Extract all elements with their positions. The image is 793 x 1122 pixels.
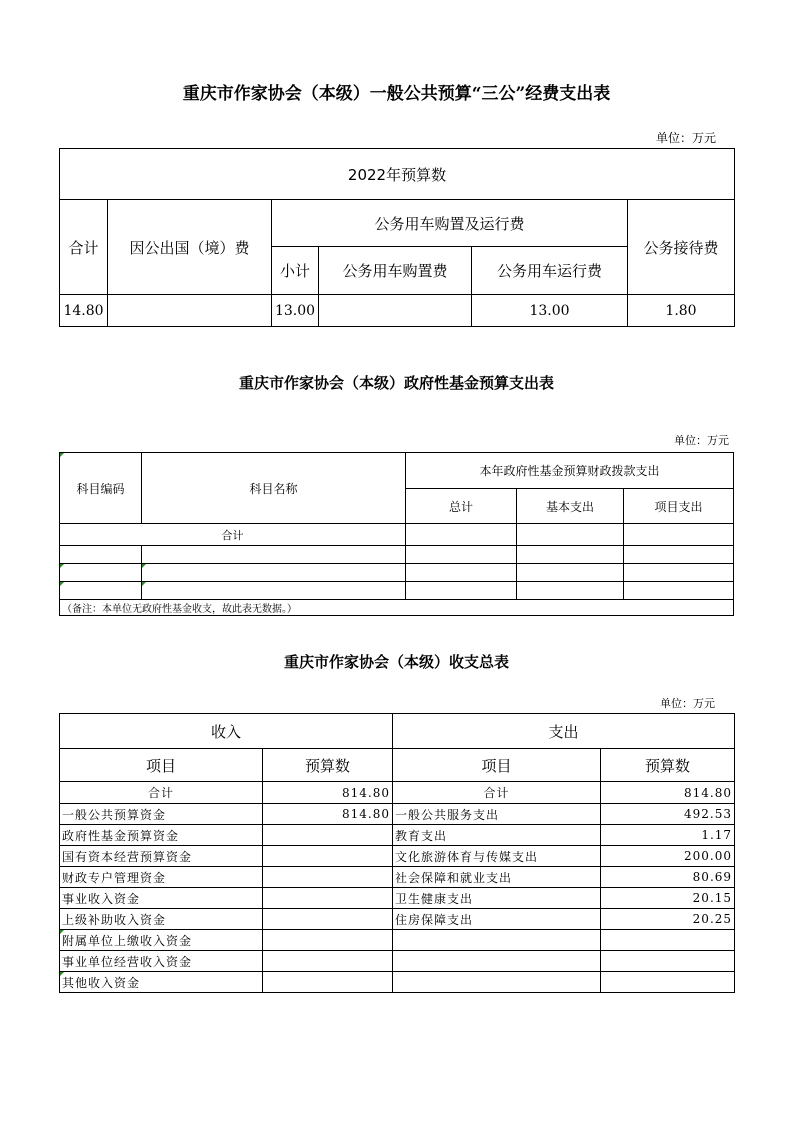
expense-value	[601, 930, 735, 951]
table-row	[142, 564, 406, 582]
income-item: 附属单位上缴收入资金	[60, 930, 263, 951]
government-fund-table	[59, 452, 734, 616]
fund-note: （备注：本单位无政府性基金收支，故此表无数据。）	[60, 600, 734, 616]
col-fund-project-header: 项目支出	[624, 489, 734, 524]
income-value	[263, 867, 393, 888]
three-public-expense-table	[59, 148, 735, 327]
table-row	[60, 825, 735, 846]
col-fund-group-header: 本年政府性基金预算财政拨款支出	[406, 453, 734, 489]
table-row	[142, 546, 406, 564]
income-item: 事业单位经营收入资金	[60, 951, 263, 972]
expense-item: 文化旅游体育与传媒支出	[393, 846, 601, 867]
budget-year-header: 2022年预算数	[60, 149, 735, 200]
expense-value: 492.53	[601, 804, 735, 825]
fund-total-label: 合计	[60, 524, 406, 546]
fund-project-value	[624, 524, 734, 546]
income-item: 其他收入资金	[60, 972, 263, 993]
table3-unit: 单位：万元	[660, 697, 715, 710]
expense-item: 卫生健康支出	[393, 888, 601, 909]
expense-budget-header: 预算数	[601, 749, 735, 782]
expense-value: 20.15	[601, 888, 735, 909]
income-value	[263, 972, 393, 993]
income-expense-summary-table	[59, 713, 735, 993]
table-row	[517, 582, 624, 600]
income-value	[263, 846, 393, 867]
table-row	[60, 930, 735, 951]
col-fund-total-header: 总计	[406, 489, 517, 524]
income-value	[263, 825, 393, 846]
fund-basic-value	[517, 524, 624, 546]
expense-item: 社会保障和就业支出	[393, 867, 601, 888]
col-total-header: 合计	[60, 200, 108, 295]
income-item-header: 项目	[60, 749, 263, 782]
table-row	[60, 846, 735, 867]
value-reception: 1.80	[628, 295, 735, 327]
col-vehicle-run-header: 公务用车运行费	[472, 247, 628, 295]
table-row	[60, 951, 735, 972]
expense-value	[601, 951, 735, 972]
col-vehicle-purchase-header: 公务用车购置费	[319, 247, 472, 295]
table-row	[60, 888, 735, 909]
table-row	[406, 546, 517, 564]
col-vehicle-group-header: 公务用车购置及运行费	[272, 200, 628, 247]
table1-unit: 单位：万元	[656, 131, 717, 145]
income-item: 国有资本经营预算资金	[60, 846, 263, 867]
table2-title: 重庆市作家协会（本级）政府性基金预算支出表	[238, 374, 554, 392]
income-value	[263, 888, 393, 909]
income-value: 814.80	[263, 804, 393, 825]
col-code-header: 科目编码	[60, 453, 142, 524]
income-header: 收入	[60, 714, 393, 749]
table-row	[624, 546, 734, 564]
expense-item-header: 项目	[393, 749, 601, 782]
col-name-header: 科目名称	[142, 453, 406, 524]
income-budget-header: 预算数	[263, 749, 393, 782]
col-abroad-header: 因公出国（境）费	[108, 200, 272, 295]
value-total: 14.80	[60, 295, 108, 327]
table-row	[60, 972, 735, 993]
income-value	[263, 930, 393, 951]
table-row	[60, 804, 735, 825]
value-vehicle-purchase	[319, 295, 472, 327]
income-item: 上级补助收入资金	[60, 909, 263, 930]
value-abroad	[108, 295, 272, 327]
table-row	[60, 582, 142, 600]
table-row	[406, 564, 517, 582]
col-reception-header: 公务接待费	[628, 200, 735, 295]
table-row	[624, 564, 734, 582]
table-row	[406, 582, 517, 600]
income-value	[263, 909, 393, 930]
table1-title: 重庆市作家协会（本级）一般公共预算“三公”经费支出表	[182, 84, 611, 104]
income-item: 一般公共预算资金	[60, 804, 263, 825]
table2-unit: 单位：万元	[674, 434, 729, 447]
value-vehicle-run: 13.00	[472, 295, 628, 327]
income-total-value: 814.80	[263, 782, 393, 804]
table-row	[624, 582, 734, 600]
expense-item: 住房保障支出	[393, 909, 601, 930]
expense-value: 1.17	[601, 825, 735, 846]
table-row	[517, 546, 624, 564]
expense-item	[393, 930, 601, 951]
income-value	[263, 951, 393, 972]
expense-total-label: 合计	[393, 782, 601, 804]
expense-value: 200.00	[601, 846, 735, 867]
table3-title: 重庆市作家协会（本级）收支总表	[283, 653, 509, 671]
col-subtotal-header: 小计	[272, 247, 319, 295]
expense-value: 80.69	[601, 867, 735, 888]
fund-total-value	[406, 524, 517, 546]
expense-item	[393, 951, 601, 972]
income-item: 政府性基金预算资金	[60, 825, 263, 846]
table-row	[60, 867, 735, 888]
expense-value: 20.25	[601, 909, 735, 930]
table-row	[517, 564, 624, 582]
income-total-label: 合计	[60, 782, 263, 804]
expense-value	[601, 972, 735, 993]
expense-header: 支出	[393, 714, 735, 749]
expense-item: 一般公共服务支出	[393, 804, 601, 825]
value-subtotal: 13.00	[272, 295, 319, 327]
expense-item	[393, 972, 601, 993]
table-row	[60, 546, 142, 564]
table-row	[60, 564, 142, 582]
table-row	[60, 909, 735, 930]
income-item: 财政专户管理资金	[60, 867, 263, 888]
expense-item: 教育支出	[393, 825, 601, 846]
expense-total-value: 814.80	[601, 782, 735, 804]
table-row	[142, 582, 406, 600]
income-item: 事业收入资金	[60, 888, 263, 909]
col-fund-basic-header: 基本支出	[517, 489, 624, 524]
